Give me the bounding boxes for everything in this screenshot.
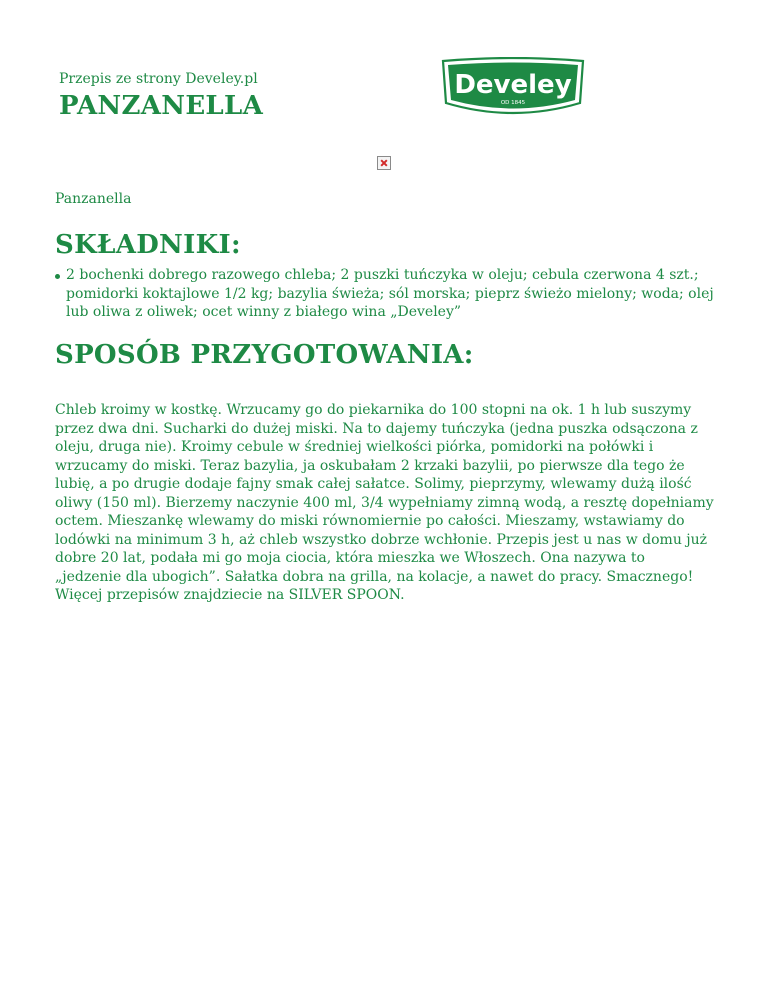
list-item: 2 bochenki dobrego razowego chleba; 2 puszki tuńczyka w oleju; cebula czerwona 4 szt.; pomidorki koktajlowe 1/2 kg; bazylia świeża; sól morska; pieprz świeżo mielony; woda; olej lub oliwa z oliwek; ocet winny z białego wina „Develey” xyxy=(55,266,715,322)
recipe-subtitle: Panzanella xyxy=(55,191,132,207)
logo-wordmark: Develey xyxy=(454,70,572,100)
broken-image-icon xyxy=(377,156,391,170)
develey-logo xyxy=(440,57,586,117)
page-header xyxy=(59,70,263,122)
ingredients-list xyxy=(55,266,715,322)
logo-since: OD 1845 xyxy=(500,100,526,106)
page-title: PANZANELLA xyxy=(59,91,264,121)
method-heading: SPOSÓB PRZYGOTOWANIA: xyxy=(55,340,474,370)
ingredients-heading: SKŁADNIKI: xyxy=(55,230,241,260)
source-line: Przepis ze strony Develey.pl xyxy=(59,71,258,87)
method-text: Chleb kroimy w kostkę. Wrzucamy go do piekarnika do 100 stopni na ok. 1 h lub suszymy przez dwa dni. Sucharki do dużej miski. Na to dajemy tuńczyka (jedna puszka odsączona z oleju, druga nie). Kroimy cebule w średniej wielkości piórka, pomidorki na połówki i wrzucamy do miski. Teraz bazylia, ja oskubałam 2 krzaki bazylii, po pierwsze dla tego że lubię, a po drugie dodaje fajny smak całej sałatce. Solimy, pieprzymy, wlewamy dużą ilość oliwy (150 ml). Bierzemy naczynie 400 ml, 3/4 wypełniamy zimną wodą, a resztę dopełniamy octem. Mieszankę wlewamy do miski równomiernie po całości. Mieszamy, wstawiamy do lodówki na minimum 3 h, aż chleb wszystko dobrze wchłonie. Przepis jest u nas w domu już dobre 20 lat, podała mi go moja ciocia, która mieszka we Włoszech. Ona nazywa to „jedzenie dla ubogich”. Sałatka dobra na grilla, na kolacje, a nawet do pracy. Smacznego! Więcej przepisów znajdziecie na SILVER SPOON. xyxy=(55,402,714,603)
